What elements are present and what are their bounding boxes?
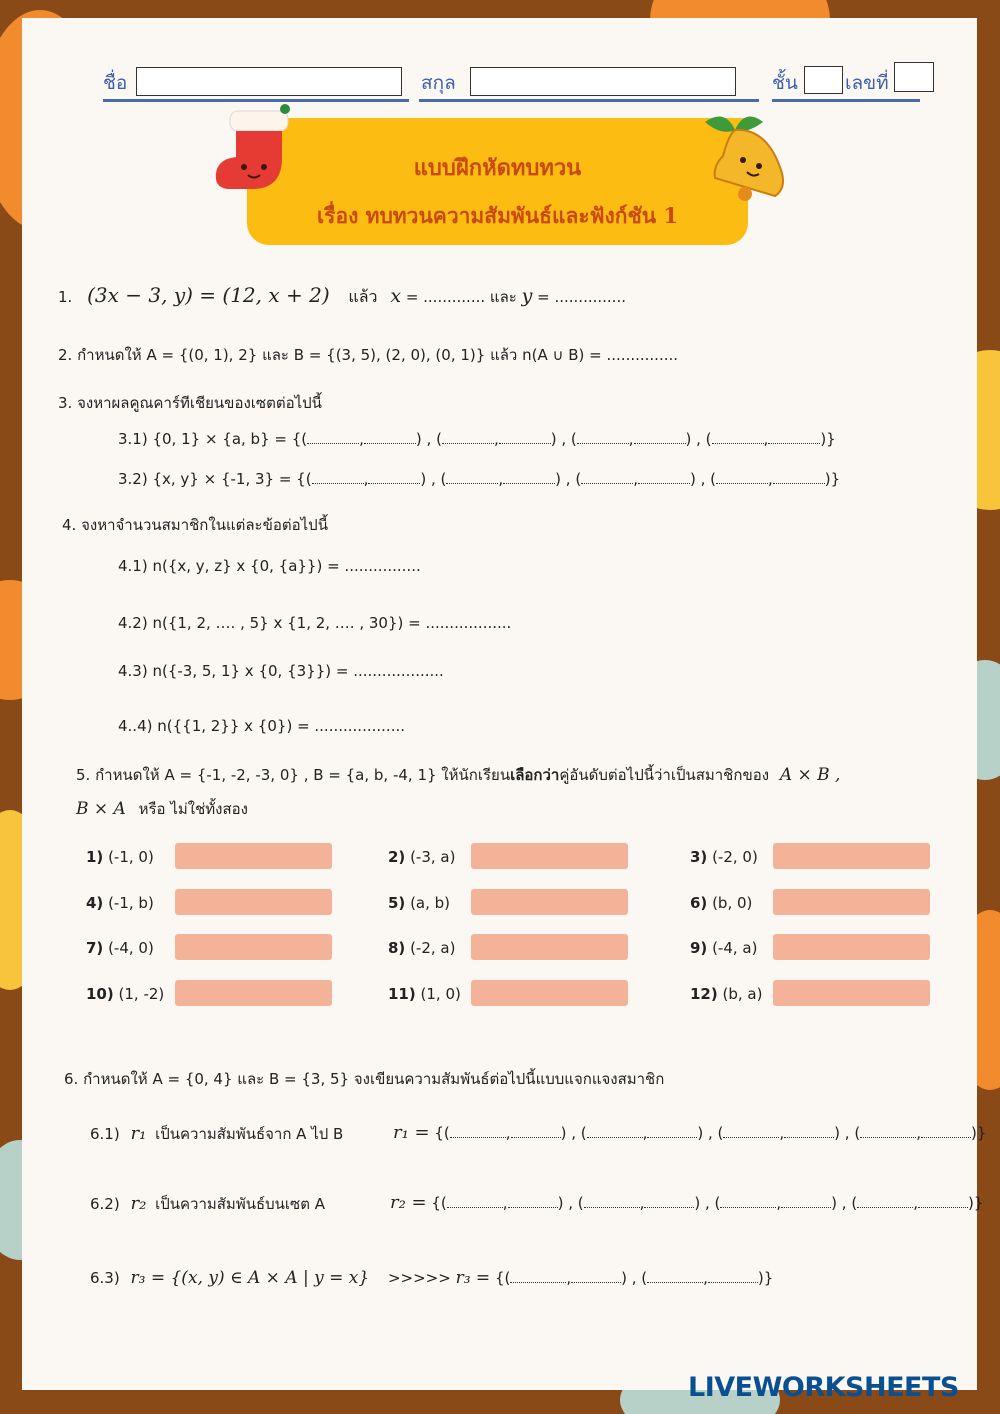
question-3-title: 3. จงหาผลคูณคาร์ทีเชียนของเซตต่อไปนี้	[58, 394, 322, 412]
q6-3-definition: r₃ = {(x, y) ∈ A × A | y = x}	[130, 1268, 370, 1288]
question-3-2: 3.2) {x, y} × {-1, 3} = {( , ) , ( , ) , ( , ) , ( , )}	[118, 470, 841, 488]
q3-1-label: 3.1) {0, 1} × {a, b} = {(	[118, 430, 308, 448]
q6-1-number: 6.1)	[90, 1125, 120, 1143]
q3-1-blank-3[interactable]	[442, 443, 494, 444]
q6-1-symbol: r₁	[130, 1123, 147, 1144]
q3-2-blank-8[interactable]	[773, 483, 825, 484]
q6-2-blank-5[interactable]	[720, 1207, 776, 1208]
q3-2-label: 3.2) {x, y} × {-1, 3} = {(	[118, 470, 312, 488]
q1-x: x	[390, 285, 402, 307]
q6-1-equals: r₁ =	[393, 1122, 430, 1143]
q6-1-blank-2[interactable]	[511, 1137, 561, 1138]
question-4-1[interactable]: 4.1) n({x, y, z} x {0, {a}}) = ................	[118, 557, 421, 575]
question-4-2[interactable]: 4.2) n({1, 2, …. , 5} x {1, 2, …. , 30}) = ..................	[118, 614, 512, 632]
q6-3-blank-2[interactable]	[571, 1282, 621, 1283]
q6-1-blank-1[interactable]	[450, 1137, 506, 1138]
q6-1-blank-6[interactable]	[784, 1137, 834, 1138]
q5-item-5	[388, 894, 450, 912]
q5-neither: หรือ ไม่ใช่ทั้งสอง	[138, 800, 248, 818]
q1-y-blank[interactable]: = ...............	[537, 288, 626, 306]
q6-1-blank-4[interactable]	[647, 1137, 697, 1138]
q5-bold-text: เลือกว่า	[510, 766, 560, 784]
surname-label: สกุล	[421, 72, 456, 94]
q5-answer-7[interactable]	[175, 934, 332, 960]
item-pair: (1, -2)	[118, 985, 165, 1003]
question-6-1	[90, 1122, 343, 1146]
q5-item-3	[690, 848, 758, 866]
item-number: 2)	[388, 848, 406, 866]
q6-2-blank-8[interactable]	[918, 1207, 968, 1208]
q5-item-4	[86, 894, 154, 912]
q3-1-tail: )}	[820, 430, 836, 448]
q6-3-blank-3[interactable]	[647, 1282, 703, 1283]
item-number: 11)	[388, 985, 416, 1003]
q5-answer-10[interactable]	[175, 980, 332, 1006]
question-6-1-answer: r₁ = {( , ) , ( , ) , ( , ) , ( , )}	[393, 1122, 987, 1143]
question-4-4[interactable]: 4..4) n({{1, 2}} x {0}) = ...................	[118, 717, 405, 735]
q3-2-blank-2[interactable]	[368, 483, 420, 484]
question-6-3: 6.3) r₃ = {(x, y) ∈ A × A | y = x} >>>>> r₃ = {( , ) , ( , )}	[90, 1268, 774, 1288]
name-label: ชื่อ	[103, 72, 128, 94]
question-6-2	[90, 1192, 325, 1216]
question-1	[58, 283, 626, 310]
item-pair: (b, a)	[722, 985, 763, 1003]
liveworksheets-logo[interactable]: LIVEWORKSHEETS	[688, 1372, 959, 1403]
item-number: 6)	[690, 894, 708, 912]
question-4-3[interactable]: 4.3) n({-3, 5, 1} x {0, {3}}) = ...................	[118, 662, 444, 680]
item-pair: (-2, 0)	[712, 848, 758, 866]
q3-1-blank-5[interactable]	[577, 443, 629, 444]
item-pair: (-1, 0)	[108, 848, 154, 866]
question-6-2-answer: r₂ = {( , ) , ( , ) , ( , ) , ( , )}	[390, 1192, 984, 1213]
item-pair: (a, b)	[410, 894, 451, 912]
q1-y: y	[521, 285, 533, 307]
q5-item-2	[388, 848, 455, 866]
name-underline	[103, 99, 409, 102]
q6-2-blank-4[interactable]	[644, 1207, 694, 1208]
q5-answer-6[interactable]	[773, 889, 930, 915]
item-pair: (-4, a)	[712, 939, 758, 957]
q6-2-blank-7[interactable]	[857, 1207, 913, 1208]
q5-item-9	[690, 939, 757, 957]
q6-2-blank-6[interactable]	[781, 1207, 831, 1208]
q6-2-blank-3[interactable]	[584, 1207, 640, 1208]
item-number: 7)	[86, 939, 104, 957]
q5-item-7	[86, 939, 154, 957]
item-pair: (-3, a)	[410, 848, 456, 866]
item-pair: (b, 0)	[712, 894, 753, 912]
q6-2-blank-1[interactable]	[447, 1207, 503, 1208]
q1-number: 1.	[58, 288, 73, 306]
worksheet-title: แบบฝึกหัดทบทวน	[413, 155, 582, 181]
item-number: 4)	[86, 894, 104, 912]
q6-2-number: 6.2)	[90, 1195, 120, 1213]
christmas-bell-icon	[695, 108, 795, 208]
q5-item-8	[388, 939, 455, 957]
class-label: ชั้น	[772, 72, 798, 94]
number-input[interactable]	[894, 62, 934, 92]
item-number: 1)	[86, 848, 104, 866]
q5-item-10	[86, 985, 164, 1003]
q6-1-blank-8[interactable]	[921, 1137, 971, 1138]
item-pair: (-2, a)	[410, 939, 456, 957]
christmas-stocking-icon	[210, 103, 296, 195]
item-pair: (-1, b)	[108, 894, 154, 912]
q6-1-description: เป็นความสัมพันธ์จาก A ไป B	[155, 1125, 344, 1143]
q6-2-symbol: r₂	[130, 1193, 147, 1214]
item-number: 12)	[690, 985, 718, 1003]
q3-2-blank-1[interactable]	[312, 483, 364, 484]
q6-2-blank-2[interactable]	[508, 1207, 558, 1208]
item-pair: (-4, 0)	[108, 939, 154, 957]
item-number: 10)	[86, 985, 114, 1003]
class-underline	[772, 99, 920, 102]
worksheet-subtitle: เรื่อง ทบทวนความสัมพันธ์และฟังก์ชัน 1	[317, 203, 678, 228]
q5-text-b: คู่อันดับต่อไปนี้ว่าเป็นสมาชิกของ	[559, 766, 770, 784]
q5-answer-5[interactable]	[471, 889, 628, 915]
item-number: 5)	[388, 894, 406, 912]
question-6-title: 6. กำหนดให้ A = {0, 4} และ B = {3, 5} จงเขียนความสัมพันธ์ต่อไปนี้แบบแจกแจงสมาชิก	[64, 1070, 665, 1088]
q3-2-blank-3[interactable]	[446, 483, 498, 484]
q6-1-blank-7[interactable]	[860, 1137, 916, 1138]
q3-1-blank-2[interactable]	[364, 443, 416, 444]
q6-3-arrow: >>>>>	[387, 1269, 451, 1287]
q1-equation: (3x − 3, y) = (12, x + 2)	[87, 283, 330, 307]
number-label: เลขที่	[845, 72, 889, 94]
surname-input[interactable]	[470, 67, 736, 96]
q5-item-11	[388, 985, 461, 1003]
q6-2-equals: r₂ =	[390, 1192, 427, 1213]
question-4-title: 4. จงหาจำนวนสมาชิกในแต่ละข้อต่อไปนี้	[62, 516, 328, 534]
q5-answer-2[interactable]	[471, 843, 628, 869]
q5-text-a: 5. กำหนดให้ A = {-1, -2, -3, 0} , B = {a, b, -4, 1} ให้นักเรียน	[76, 766, 511, 784]
q6-1-blank-3[interactable]	[587, 1137, 643, 1138]
q3-1-blank-4[interactable]	[499, 443, 551, 444]
q3-1-blank-8[interactable]	[768, 443, 820, 444]
q5-answer-4[interactable]	[175, 889, 332, 915]
q3-2-blank-6[interactable]	[638, 483, 690, 484]
question-5-line-1	[76, 763, 840, 787]
q5-answer-12[interactable]	[773, 980, 930, 1006]
q1-x-blank[interactable]: = ............. และ	[405, 288, 517, 306]
item-number: 8)	[388, 939, 406, 957]
q5-answer-9[interactable]	[773, 934, 930, 960]
item-number: 3)	[690, 848, 708, 866]
q6-3-equals: r₃ =	[455, 1268, 491, 1288]
q5-answer-8[interactable]	[471, 934, 628, 960]
q3-1-blank-6[interactable]	[634, 443, 686, 444]
q6-2-description: เป็นความสัมพันธ์บนเซต A	[155, 1195, 325, 1213]
q5-answer-11[interactable]	[471, 980, 628, 1006]
name-input[interactable]	[136, 67, 402, 96]
q3-2-blank-5[interactable]	[581, 483, 633, 484]
q6-3-blank-4[interactable]	[708, 1282, 758, 1283]
q6-1-blank-5[interactable]	[723, 1137, 779, 1138]
q3-2-blank-4[interactable]	[503, 483, 555, 484]
q5-item-6	[690, 894, 752, 912]
q5-answer-1[interactable]	[175, 843, 332, 869]
item-pair: (1, 0)	[420, 985, 461, 1003]
q3-1-blank-7[interactable]	[712, 443, 764, 444]
q5-bxa: B × A	[76, 799, 126, 819]
title-banner	[247, 118, 748, 245]
q3-2-blank-7[interactable]	[716, 483, 768, 484]
q6-3-blank-1[interactable]	[510, 1282, 566, 1283]
q5-axb: A × B ,	[779, 765, 841, 785]
question-2: 2. กำหนดให้ A = {(0, 1), 2} และ B = {(3, 5), (2, 0), (0, 1)} แล้ว n(A ∪ B) = ...............	[58, 346, 679, 364]
question-3-1: 3.1) {0, 1} × {a, b} = {( , ) , ( , ) , ( , ) , ( , )}	[118, 430, 836, 448]
q6-3-number: 6.3)	[90, 1269, 120, 1287]
q3-1-blank-1[interactable]	[307, 443, 359, 444]
question-5-line-2	[76, 797, 248, 821]
item-number: 9)	[690, 939, 708, 957]
surname-underline	[419, 99, 759, 102]
class-input[interactable]	[804, 66, 843, 94]
q5-item-12	[690, 985, 762, 1003]
q5-answer-3[interactable]	[773, 843, 930, 869]
q1-then: แล้ว	[348, 287, 378, 306]
q5-item-1	[86, 848, 154, 866]
q3-2-tail: )}	[824, 470, 841, 488]
